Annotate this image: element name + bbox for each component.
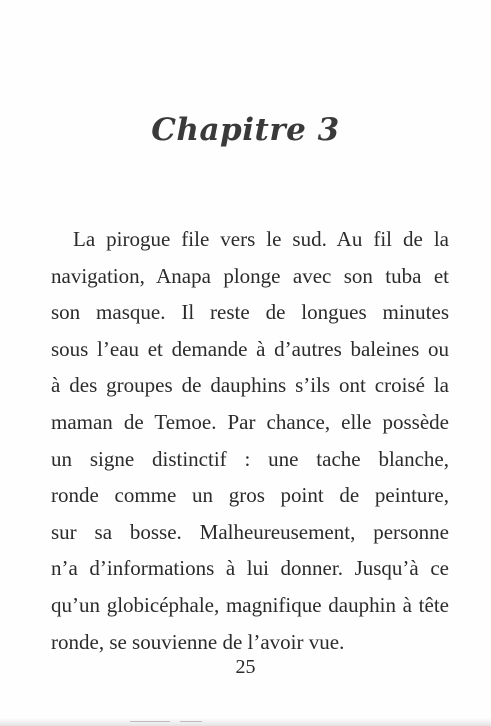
paragraph-line: sur sa bosse. Malheureusement, personne: [51, 519, 449, 544]
paragraph-line: maman de Temoe. Par chance, elle possède: [51, 409, 449, 434]
paragraph-line: La pirogue file vers le sud. Au fil de la: [73, 227, 449, 251]
page-number: 25: [235, 656, 256, 678]
paragraph-line: qu’un globicéphale, magnifique dauphin à tête: [51, 592, 449, 617]
paragraph-line: son masque. Il reste de longues minutes: [51, 300, 449, 325]
paragraph-line: un signe distinctif : une tache blanche,: [51, 446, 449, 471]
scan-bottom-edge: [0, 718, 491, 726]
paragraph-line: sous l’eau et demande à d’autres baleines ou: [51, 336, 449, 361]
scan-artifact: [180, 721, 202, 722]
paragraph-line: à des groupes de dauphins s’ils ont croisé la: [51, 373, 449, 398]
chapter-title: Chapitre 3: [151, 112, 340, 148]
paragraph-line: navigation, Anapa plonge avec son tuba et: [51, 263, 449, 288]
chapter-paragraph: [51, 221, 449, 660]
paragraph-line: ronde, se souvienne de l’avoir vue.: [51, 629, 345, 654]
paragraph-line: n’a d’informations à lui donner. Jusqu’à ce: [51, 556, 449, 581]
paragraph-line: ronde comme un gros point de peinture,: [51, 483, 449, 508]
scan-artifact: [130, 721, 170, 722]
